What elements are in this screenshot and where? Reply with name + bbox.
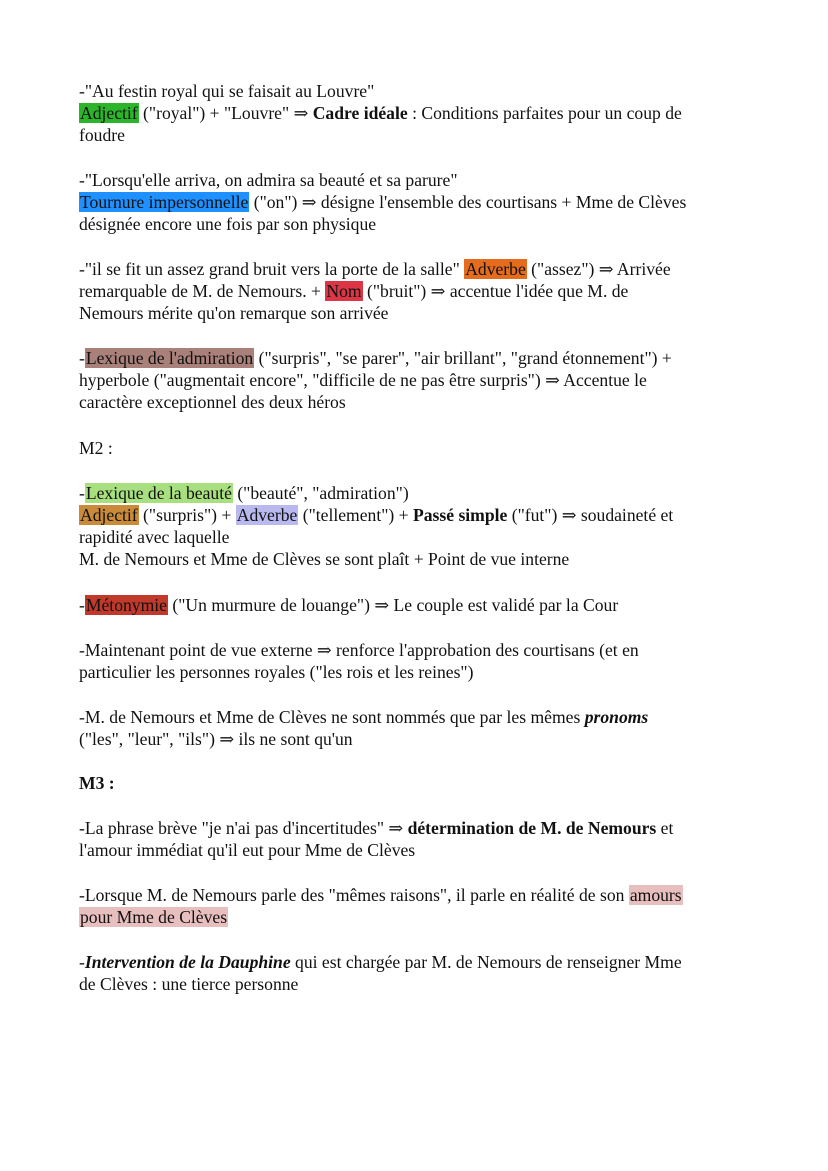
text-span: ("assez") ⇒ Arrivée — [526, 259, 671, 279]
analysis-line: l'amour immédiat qu'il eut pour Mme de Clèves — [79, 840, 416, 860]
analysis-line — [79, 884, 683, 906]
analysis-line: foudre — [79, 125, 125, 145]
bold-term: Cadre idéale — [312, 103, 408, 123]
analysis-line — [79, 102, 682, 124]
highlight-metonymie: Métonymie — [85, 595, 167, 615]
analysis-line: ("les", "leur", "ils") ⇒ ils ne sont qu'un — [79, 729, 353, 749]
analysis-line — [79, 951, 682, 973]
text-span: -"il se fit un assez grand bruit vers la porte de la salle" — [79, 259, 465, 279]
analysis-line — [79, 817, 673, 839]
analysis-line: -Maintenant point de vue externe ⇒ renforce l'approbation des courtisans (et en — [79, 640, 639, 660]
text-span: -Lorsque M. de Nemours parle des "mêmes raisons", il parle en réalité de son — [79, 885, 629, 905]
analysis-line: de Clèves : une tierce personne — [79, 974, 299, 994]
analysis-line — [79, 706, 648, 728]
section-heading-m3 — [79, 772, 115, 794]
bold-term: M3 : — [79, 773, 115, 793]
analysis-line — [79, 280, 628, 302]
text-span: qui est chargée par M. de Nemours de renseigner Mme — [290, 952, 682, 972]
text-span: remarquable de M. de Nemours. + — [79, 281, 326, 301]
analysis-line — [79, 258, 671, 280]
highlight-adverbe: Adverbe — [465, 259, 526, 279]
bold-italic-term: pronoms — [584, 707, 649, 727]
highlight-adjectif: Adjectif — [80, 505, 138, 525]
text-span: ("fut") ⇒ soudaineté et — [507, 505, 674, 525]
analysis-line: caractère exceptionnel des deux héros — [79, 392, 346, 412]
text-span: ("surpris", "se parer", "air brillant", "grand étonnement") + — [254, 348, 672, 368]
analysis-line: M. de Nemours et Mme de Clèves se sont plaît + Point de vue interne — [79, 549, 570, 569]
text-span: - — [79, 952, 85, 972]
text-span: ("Un murmure de louange") ⇒ Le couple est validé par la Cour — [167, 595, 619, 615]
highlight-nom: Nom — [326, 281, 362, 301]
analysis-line — [79, 482, 409, 504]
text-span: : Conditions parfaites pour un coup de — [407, 103, 682, 123]
highlight-lexique-beaute: Lexique de la beauté — [85, 483, 232, 503]
highlight-lexique-admiration: Lexique de l'admiration — [85, 348, 254, 368]
quote-festin: -"Au festin royal qui se faisait au Louvre" — [79, 81, 375, 101]
quote-arrivee: -"Lorsqu'elle arriva, on admira sa beauté et sa parure" — [79, 170, 458, 190]
text-span: -La phrase brève "je n'ai pas d'incertitudes" ⇒ — [79, 818, 408, 838]
text-span: ("royal") + "Louvre" ⇒ — [138, 103, 313, 123]
text-span: ("surpris") + — [138, 505, 236, 525]
text-span: - — [79, 348, 85, 368]
analysis-line: particulier les personnes royales ("les rois et les reines") — [79, 662, 474, 682]
analysis-line: hyperbole ("augmentait encore", "difficile de ne pas être surpris") ⇒ Accentue le — [79, 370, 647, 390]
bold-italic-term: Intervention de la Dauphine — [84, 952, 291, 972]
highlight-adverbe: Adverbe — [236, 505, 298, 525]
text-span: ("tellement") + — [298, 505, 413, 525]
highlight-amours-continued: pour Mme de Clèves — [80, 907, 228, 927]
text-span: - — [79, 595, 85, 615]
text-span: ("on") ⇒ désigne l'ensemble des courtisans + Mme de Clèves — [249, 192, 687, 212]
text-span: - — [79, 483, 85, 503]
highlight-adjectif: Adjectif — [80, 103, 138, 123]
text-span: ("beauté", "admiration") — [232, 483, 409, 503]
highlight-amours: amours — [629, 885, 682, 905]
text-span: -M. de Nemours et Mme de Clèves ne sont nommés que par les mêmes — [79, 707, 585, 727]
analysis-line — [79, 504, 673, 526]
section-heading-m2: M2 : — [79, 438, 113, 458]
analysis-line — [79, 594, 618, 616]
analysis-line — [79, 191, 686, 213]
analysis-line — [79, 347, 672, 369]
bold-term: détermination de M. de Nemours — [407, 818, 657, 838]
text-span: ("bruit") ⇒ accentue l'idée que M. de — [362, 281, 629, 301]
analysis-line: désignée encore une fois par son physique — [79, 214, 377, 234]
bold-term: Passé simple — [413, 505, 508, 525]
text-span: et — [656, 818, 674, 838]
analysis-line: rapidité avec laquelle — [79, 527, 230, 547]
analysis-line: Nemours mérite qu'on remarque son arrivée — [79, 303, 389, 323]
analysis-line — [79, 906, 228, 928]
highlight-tournure: Tournure impersonnelle — [80, 192, 249, 212]
